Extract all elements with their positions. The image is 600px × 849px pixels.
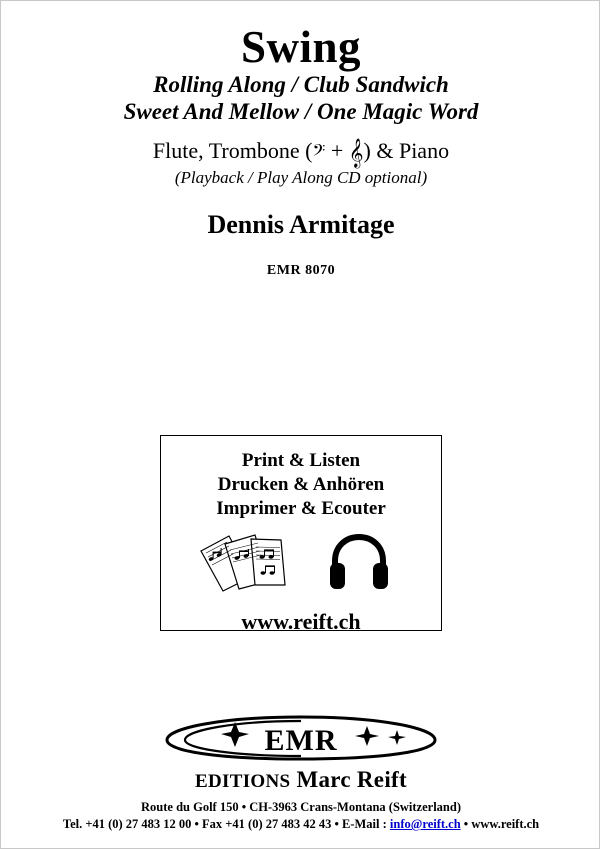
emr-logo [1,708,600,764]
emr-logo-text: EMR [264,724,338,757]
footer [1,708,600,832]
website-url[interactable]: www.reift.ch [241,609,361,634]
page-title: Swing [240,22,362,72]
print-listen-label-fr: Imprimer & Ecouter [216,498,386,519]
headphones-icon [329,533,389,591]
publisher-name-editions: EDITIONS [195,771,291,792]
instrumentation-suffix: ) & Piano [363,138,450,163]
publisher-address: Route du Golf 150 • CH-3963 Crans-Montana (Switzerland) [141,800,461,814]
instrumentation [1,138,600,167]
contact-phone-fax: Tel. +41 (0) 27 483 12 00 • Fax +41 (0) 27 483 42 43 • E-Mail : [62,817,390,831]
print-and-listen-box [160,435,442,634]
publisher-contact [1,816,600,832]
publisher-name [1,766,600,795]
subtitle-line-2: Sweet And Mellow / One Magic Word [123,99,479,124]
instrumentation-prefix: Flute, Trombone ( [152,138,313,163]
print-listen-label-de: Drucken & Anhören [217,474,385,495]
treble-clef-icon: 𝄞 [348,138,364,167]
title-block [1,23,600,279]
email-link[interactable]: info@reift.ch [389,817,461,831]
print-listen-labels [161,449,441,521]
print-listen-graphics [161,531,441,597]
playback-note: (Playback / Play Along CD optional) [174,168,428,187]
emr-logo-graphic [151,708,451,764]
bass-clef-icon: 𝄢 [312,140,326,164]
instrumentation-plus: + [325,138,349,163]
subtitle-line-1: Rolling Along / Club Sandwich [153,72,449,97]
composer-name: Dennis Armitage [207,210,395,239]
publisher-name-marc-reift: Marc Reift [296,767,407,792]
sheet-music-icon [199,531,304,593]
contact-separator: • [460,817,472,831]
contact-website[interactable]: www.reift.ch [471,817,540,831]
print-listen-label-en: Print & Listen [241,450,361,471]
catalogue-number: EMR 8070 [266,263,336,278]
